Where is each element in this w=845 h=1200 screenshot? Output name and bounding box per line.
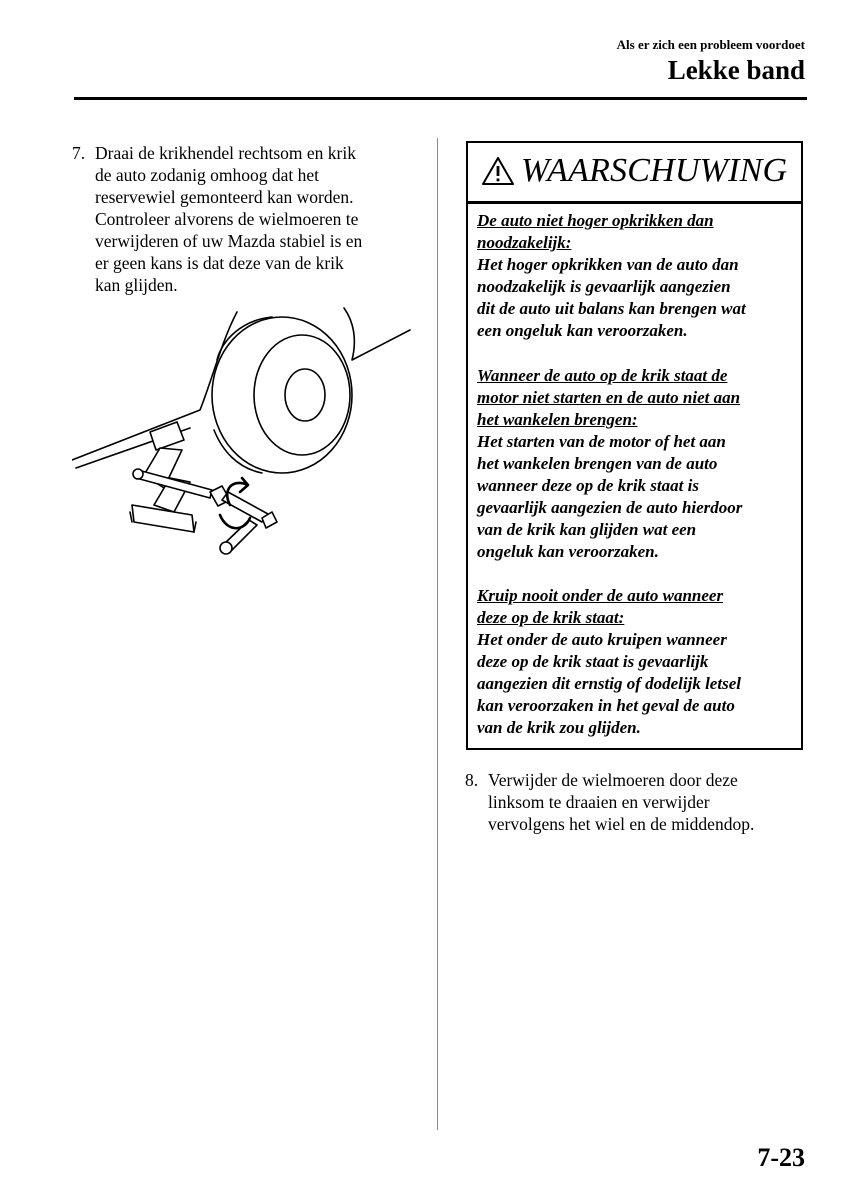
warning-body-line: noodzakelijk is gevaarlijk aangezien: [477, 277, 731, 296]
warning-heading-line: het wankelen brengen:: [477, 410, 638, 429]
page-number: 7-23: [757, 1143, 805, 1172]
warning-heading-line: motor niet starten en de auto niet aan: [477, 388, 741, 407]
step-line: vervolgens het wiel en de middendop.: [488, 814, 755, 834]
warning-body-line: van de krik zou glijden.: [477, 718, 641, 737]
step-line: Verwijder de wielmoeren door deze: [488, 770, 738, 790]
warning-triangle-icon: [481, 156, 515, 186]
warning-divider: [468, 203, 801, 207]
warning-heading-line: deze op de krik staat:: [477, 608, 625, 627]
warning-body-line: aangezien dit ernstig of dodelijk letsel: [477, 674, 741, 693]
warning-header: [468, 143, 801, 203]
step-number: 8.: [465, 770, 479, 790]
step-line: er geen kans is dat deze van de krik: [95, 253, 344, 273]
warning-heading-line: noodzakelijk:: [477, 233, 572, 252]
warning-box: [466, 141, 803, 750]
warning-body-line: Het starten van de motor of het aan: [477, 432, 726, 451]
column-divider: [437, 138, 438, 1130]
car-jack-illustration: [72, 300, 412, 570]
step-line: reservewiel gemonteerd kan worden.: [95, 187, 354, 207]
warning-body-line: gevaarlijk aangezien de auto hierdoor: [477, 498, 743, 517]
warning-heading-line: De auto niet hoger opkrikken dan: [477, 211, 714, 230]
step-line: linksom te draaien en verwijder: [488, 792, 710, 812]
warning-body-line: wanneer deze op de krik staat is: [477, 476, 699, 495]
warning-body-line: een ongeluk kan veroorzaken.: [477, 321, 688, 340]
warning-body-line: deze op de krik staat is gevaarlijk: [477, 652, 709, 671]
step-line: Controleer alvorens de wielmoeren te: [95, 209, 359, 229]
warning-body-line: kan veroorzaken in het geval de auto: [477, 696, 735, 715]
warning-body-line: het wankelen brengen van de auto: [477, 454, 718, 473]
step-line: verwijderen of uw Mazda stabiel is en: [95, 231, 363, 251]
step-number: 7.: [72, 143, 86, 163]
page-title: Lekke band: [667, 55, 805, 85]
header-divider: [74, 97, 807, 100]
warning-body-line: Het hoger opkrikken van de auto dan: [477, 255, 739, 274]
warning-body-line: van de krik kan glijden wat een: [477, 520, 697, 539]
warning-section: [477, 210, 746, 342]
warning-body-line: ongeluk kan veroorzaken.: [477, 542, 659, 561]
warning-heading-line: Kruip nooit onder de auto wanneer: [477, 586, 724, 605]
step-line: Draai de krikhendel rechtsom en krik: [95, 143, 356, 163]
step-text: [95, 142, 362, 296]
step-text: [488, 769, 754, 835]
warning-title: WAARSCHUWING: [521, 152, 788, 189]
warning-section: [477, 365, 742, 563]
section-header: Als er zich een probleem voordoet: [616, 37, 805, 52]
warning-body-line: dit de auto uit balans kan brengen wat: [477, 299, 746, 318]
step-line: kan glijden.: [95, 275, 178, 295]
step-line: de auto zodanig omhoog dat het: [95, 165, 320, 185]
warning-heading-line: Wanneer de auto op de krik staat de: [477, 366, 728, 385]
warning-body-line: Het onder de auto kruipen wanneer: [477, 630, 727, 649]
warning-section: [477, 585, 741, 739]
